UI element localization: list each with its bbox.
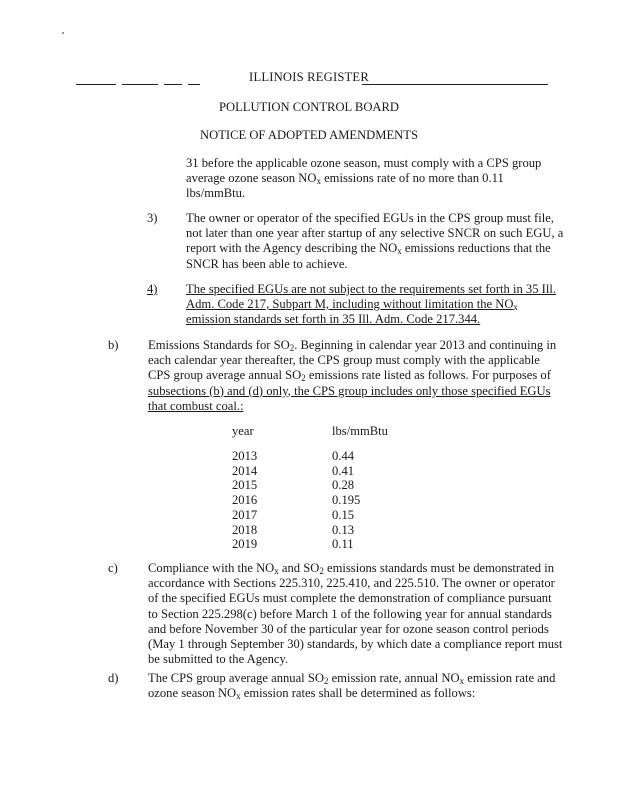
notice-title: NOTICE OF ADOPTED AMENDMENTS [200,128,418,142]
section-b-line-4: subsections (b) and (d) only, the CPS group includes only those specified EGUs [148,383,551,398]
item-4-marker: 4) [147,282,158,296]
section-b-line-2: each calendar year thereafter, the CPS group must comply with the applicable [148,353,540,368]
item-4-paragraph [186,282,566,328]
section-b-line-1: Emissions Standards for $SO_2$. Beginning in calendar year 2013 and continuing in [148,338,557,353]
table-cell-rate: 0.15 [332,507,355,522]
item-4-line-3: emission standards set forth in 35 Ill. Adm. Code 217.344. [186,312,481,327]
cont-line-3: lbs/mmBtu. [186,186,246,201]
table-cell-year: 2013 [232,449,258,463]
item-3-line-1: The owner or operator of the specified EGUs in the CPS group must file, [186,211,554,225]
emission-rate-table [0,424,618,574]
section-c-marker: c) [108,561,118,575]
table-cell-rate: 0.195 [332,493,361,508]
section-b-paragraph [148,338,568,414]
section-c-line-1: Compliance with the $NO_x$ and $SO_2$ emissions standards must be demonstrated in [148,561,555,576]
item-3-line-2: not later than one year after startup of any selective SNCR on such EGU, a [186,226,564,241]
section-c-line-4: to Section 225.298(c) before March 1 of the following year for annual standards [148,606,552,621]
section-d-line-2: ozone season $NO_x$ emission rates shall be determined as follows: [148,686,476,702]
table-cell-year: 2015 [232,478,258,493]
section-c-line-2: accordance with Sections 225.310, 225.410, and 225.510. The owner or operator [148,576,555,591]
section-b-line-5: that combust coal.: [148,398,244,413]
continuation-paragraph [186,156,566,202]
section-d-marker: d) [108,671,119,685]
item-3-paragraph [186,211,566,272]
cont-line-1: 31 before the applicable ozone season, must comply with a CPS group [186,156,542,170]
section-c-paragraph [148,561,568,667]
table-cell-year: 2016 [232,493,258,508]
table-cell-rate: 0.11 [332,537,354,552]
table-cell-rate: 0.41 [332,463,355,478]
section-c-line-7: be submitted to the Agency. [148,652,289,667]
table-cell-rate: 0.28 [332,478,355,493]
section-b-marker: b) [108,338,119,352]
table-header-rate: lbs/mmBtu [332,424,388,438]
item-3-line-3: report with the Agency describing the $NO_x$ emissions reductions that the [186,241,551,257]
register-title: ILLINOIS REGISTER [249,70,369,84]
table-cell-year: 2019 [232,537,258,552]
section-c-line-3: of the specified EGUs must complete the demonstration of compliance pursuant [148,591,552,606]
table-header-year: year [232,424,254,438]
section-b-line-3: CPS group average annual $SO_2$ emissions rate listed as follows. For purposes of [148,368,551,384]
table-cell-year: 2017 [232,507,258,522]
cont-line-2: average ozone season $NO_x$ emissions rate of no more than 0.11 [186,171,504,187]
table-cell-rate: 0.13 [332,522,355,537]
section-c-line-5: and before November 30 of the particular year for ozone season control periods [148,621,549,636]
item-4-line-2: Adm. Code 217, Subpart M, including without limitation the $NO_x$ [186,297,518,313]
section-c-line-6: (May 1 through September 30) standards, by which date a compliance report must [148,637,563,652]
table-cell-year: 2018 [232,522,258,537]
board-title: POLLUTION CONTROL BOARD [218,100,400,114]
item-3-marker: 3) [147,211,158,225]
section-d-line-1: The CPS group average annual $SO_2$ emission rate, annual $NO_x$ emission rate and [148,671,556,686]
scan-speck [62,32,64,34]
table-cell-year: 2014 [232,463,258,478]
item-3-line-4: SNCR has been able to achieve. [186,256,348,271]
table-cell-rate: 0.44 [332,449,355,463]
item-4-line-1: The specified EGUs are not subject to the requirements set forth in 35 Ill. [186,282,557,296]
section-d-paragraph [148,671,568,701]
